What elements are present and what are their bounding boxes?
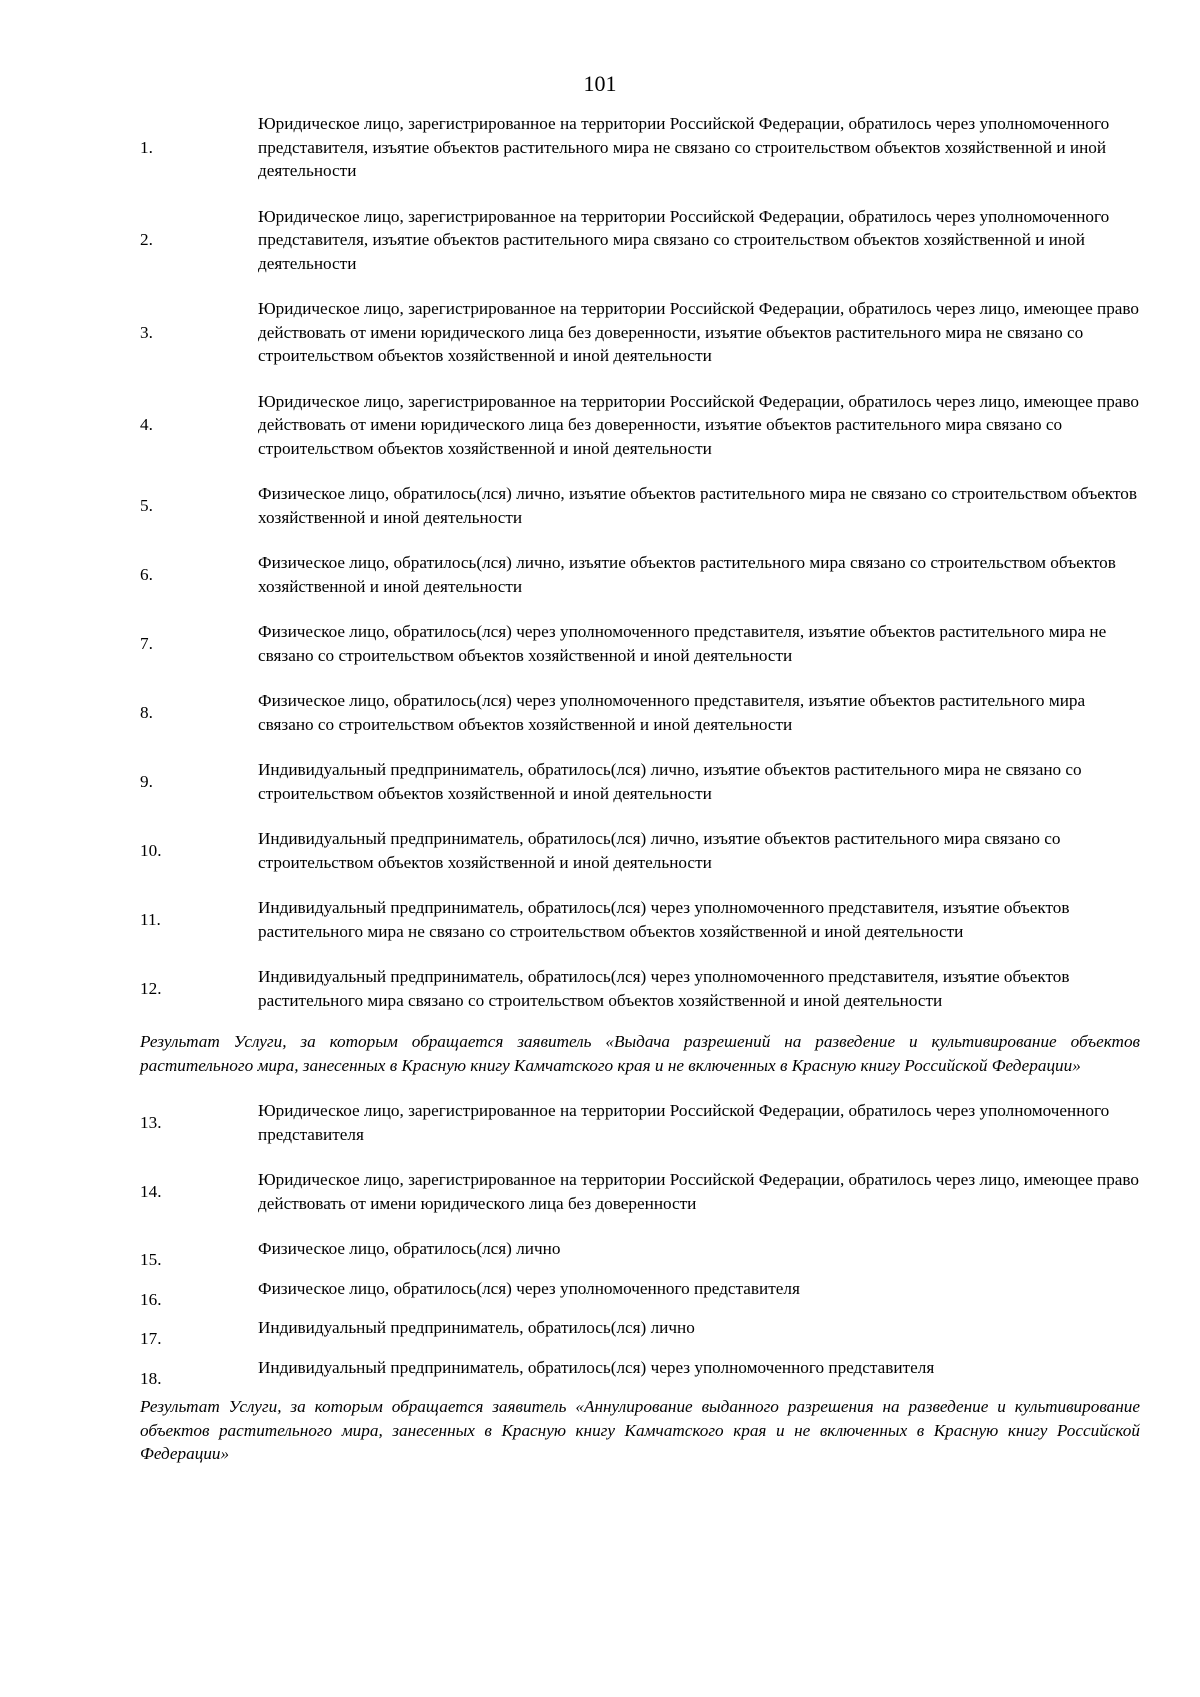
- document-body: [140, 112, 1140, 1488]
- list-item: [140, 297, 1140, 368]
- item-text: Индивидуальный предприниматель, обратилось(лся) лично, изъятие объектов растительного мира связано со строительством объектов хозяйственной и иной деятельности: [258, 829, 1061, 872]
- item-number: 9.: [140, 771, 153, 791]
- item-number: 3.: [140, 322, 153, 342]
- item-text: Индивидуальный предприниматель, обратилось(лся) через уполномоченного представителя, изъятие объектов растительного мира не связано со строительством объектов хозяйственной и иной деятельности: [258, 898, 1070, 941]
- section-heading-issuance: Результат Услуги, за которым обращается заявитель «Выдача разрешений на разведение и культивирование объектов растительного мира, занесенных в Красную книгу Камчатского края и не включенных в Красную книгу Российской Федерации»: [140, 1032, 1140, 1075]
- item-number: 13.: [140, 1112, 162, 1132]
- list-item: [140, 1277, 1140, 1309]
- item-number: 14.: [140, 1181, 162, 1201]
- list-item: [140, 896, 1140, 943]
- item-text: Юридическое лицо, зарегистрированное на территории Российской Федерации, обратилось через уполномоченного представителя, изъятие объектов растительного мира не связано со строительством объектов хозяйственной и иной деятельности: [258, 114, 1110, 180]
- page-number: 101: [583, 71, 617, 96]
- item-text: Физическое лицо, обратилось(лся) лично, изъятие объектов растительного мира связано со строительством объектов хозяйственной и иной деятельности: [258, 553, 1116, 596]
- list-item: [140, 758, 1140, 805]
- list-item: [140, 1099, 1140, 1146]
- item-number: 2.: [140, 230, 153, 249]
- item-text: Юридическое лицо, зарегистрированное на территории Российской Федерации, обратилось через лицо, имеющее право действовать от имени юридического лица без доверенности, изъятие объектов растительного мира связано со строительством объектов хозяйственной и иной деятельности: [258, 391, 1140, 458]
- list-item: [140, 390, 1140, 461]
- item-text: Юридическое лицо, зарегистрированное на территории Российской Федерации, обратилось через лицо, имеющее право действовать от имени юридического лица без доверенности, изъятие объектов растительного мира не связано со строительством объектов хозяйственной и иной деятельности: [258, 299, 1140, 365]
- list-item: [140, 112, 1140, 183]
- list-item: [140, 551, 1140, 598]
- item-text: Физическое лицо, обратилось(лся) лично, изъятие объектов растительного мира не связано со строительством объектов хозяйственной и иной деятельности: [258, 484, 1137, 527]
- list-item: [140, 1168, 1140, 1215]
- item-text: Индивидуальный предприниматель, обратилось(лся) лично, изъятие объектов растительного мира не связано со строительством объектов хозяйственной и иной деятельности: [258, 760, 1082, 803]
- item-text: Физическое лицо, обратилось(лся) через уполномоченного представителя: [258, 1278, 800, 1298]
- item-text: Юридическое лицо, зарегистрированное на территории Российской Федерации, обратилось через уполномоченного представителя: [258, 1101, 1110, 1144]
- list-item: [140, 965, 1140, 1012]
- item-number: 7.: [140, 633, 153, 653]
- item-number: 11.: [140, 909, 161, 929]
- list-item: [140, 482, 1140, 529]
- item-text: Индивидуальный предприниматель, обратилось(лся) через уполномоченного представителя: [258, 1357, 935, 1377]
- item-number: 12.: [140, 978, 162, 998]
- list-item: [140, 1316, 1140, 1348]
- item-text: Физическое лицо, обратилось(лся) лично: [258, 1239, 561, 1258]
- list-item: [140, 1237, 1140, 1269]
- list-item: [140, 620, 1140, 667]
- item-number: 5.: [140, 495, 153, 515]
- item-number: 15.: [140, 1250, 162, 1269]
- item-text: Физическое лицо, обратилось(лся) через уполномоченного представителя, изъятие объектов растительного мира связано со строительством объектов хозяйственной и иной деятельности: [258, 691, 1086, 734]
- section-heading-annulment: Результат Услуги, за которым обращается заявитель «Аннулирование выданного разрешения на разведение и культивирование объектов растительного мира, занесенных в Красную книгу Камчатского края и не включенных в Красную книгу Российской Федерации»: [140, 1397, 1140, 1463]
- item-text: Физическое лицо, обратилось(лся) через уполномоченного представителя, изъятие объектов растительного мира не связано со строительством объектов хозяйственной и иной деятельности: [258, 622, 1107, 665]
- item-number: 10.: [140, 840, 162, 860]
- item-text: Индивидуальный предприниматель, обратилось(лся) лично: [258, 1318, 695, 1337]
- item-text: Юридическое лицо, зарегистрированное на территории Российской Федерации, обратилось через уполномоченного представителя, изъятие объектов растительного мира связано со строительством объектов хозяйственной и иной деятельности: [258, 206, 1110, 273]
- list-item: [140, 827, 1140, 874]
- list-item: [140, 1356, 1140, 1388]
- item-number: 1.: [140, 137, 153, 157]
- item-number: 4.: [140, 415, 153, 434]
- item-number: 16.: [140, 1289, 162, 1309]
- list-item: [140, 689, 1140, 736]
- item-number: 8.: [140, 702, 153, 722]
- list-item: [140, 205, 1140, 276]
- item-text: Юридическое лицо, зарегистрированное на территории Российской Федерации, обратилось через лицо, имеющее право действовать от имени юридического лица без доверенности: [258, 1170, 1140, 1213]
- item-text: Индивидуальный предприниматель, обратилось(лся) через уполномоченного представителя, изъятие объектов растительного мира связано со строительством объектов хозяйственной и иной деятельности: [258, 967, 1070, 1010]
- item-number: 6.: [140, 564, 153, 584]
- item-number: 18.: [140, 1368, 162, 1388]
- item-number: 17.: [140, 1329, 162, 1348]
